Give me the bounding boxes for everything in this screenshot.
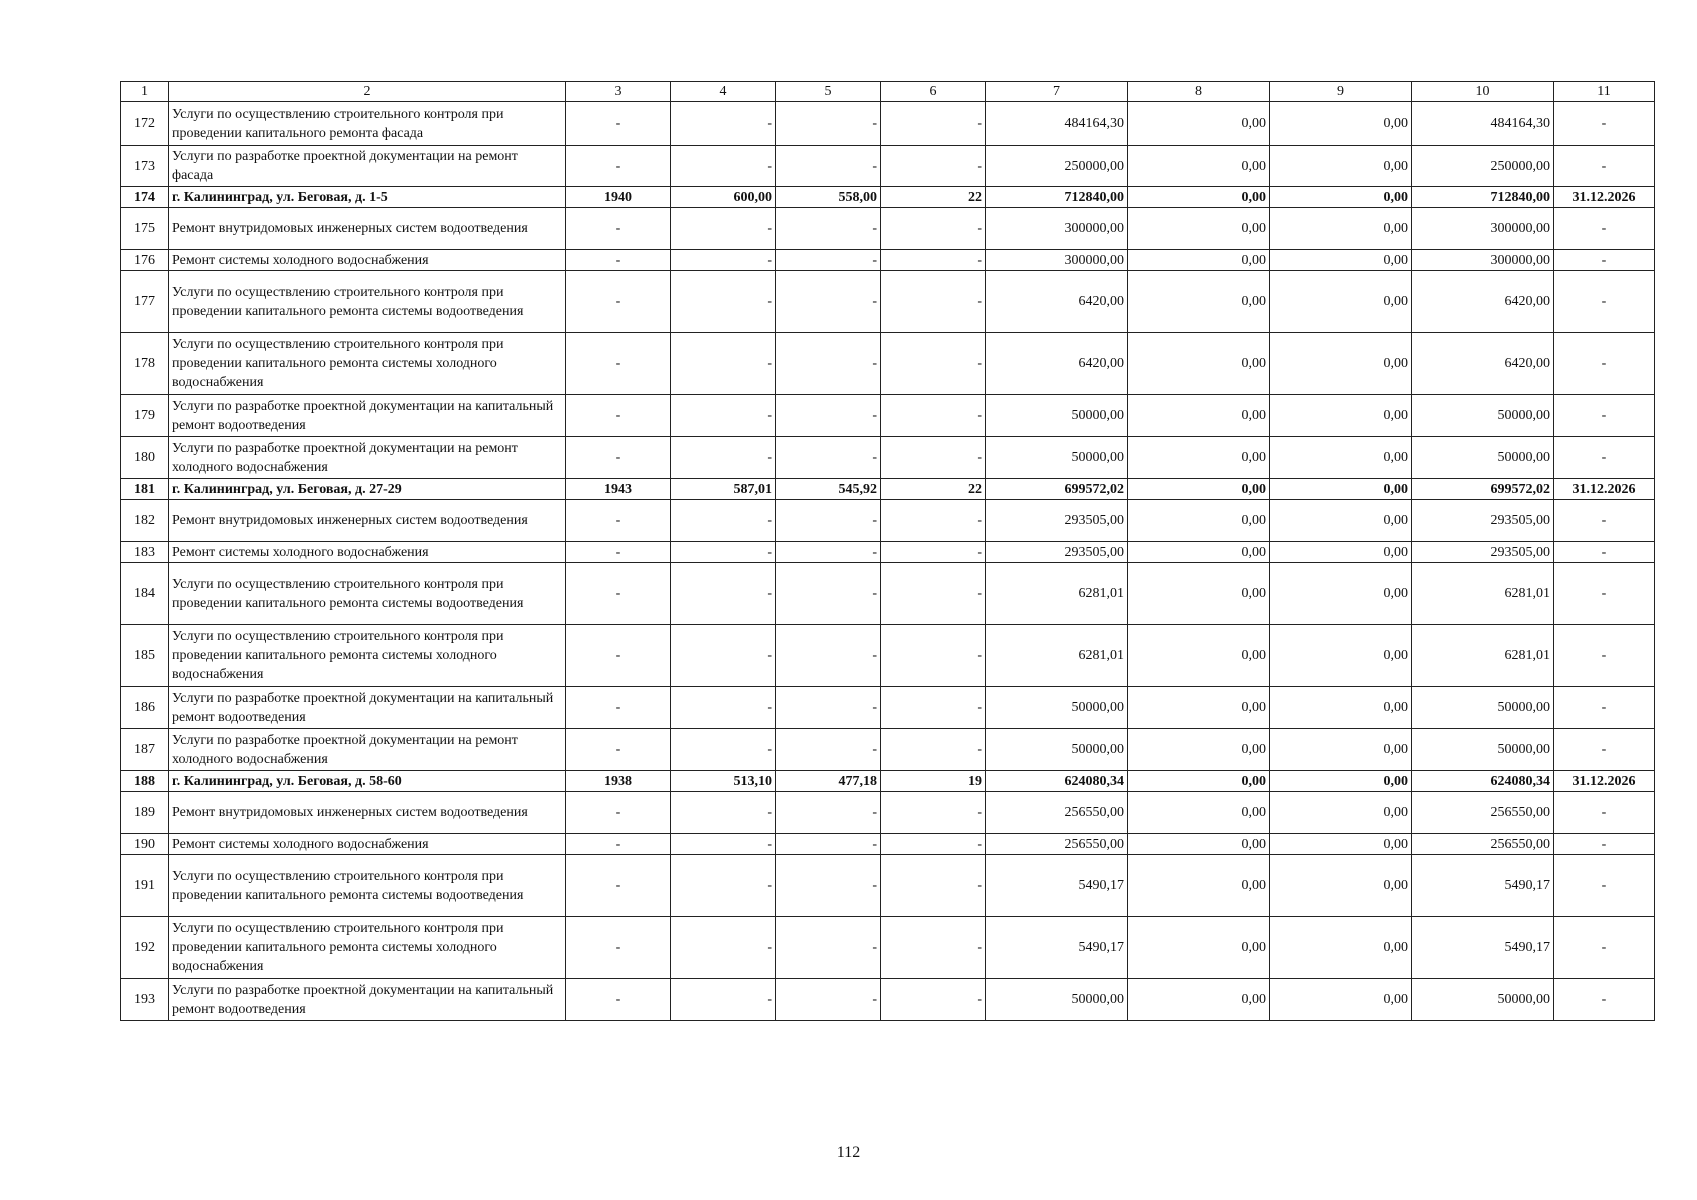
work-item-row [121,271,1655,333]
completion-date: - [1554,542,1655,563]
completion-date: - [1554,102,1655,146]
cost-col-10: 6420,00 [1412,271,1554,333]
cost-col-8: 0,00 [1128,834,1270,855]
total-area: - [671,437,776,479]
cost-col-9: 0,00 [1270,187,1412,208]
cost-col-10: 699572,02 [1412,479,1554,500]
row-number: 183 [121,542,169,563]
living-area: - [776,687,881,729]
row-number: 191 [121,855,169,917]
column-header: 11 [1554,82,1655,102]
completion-date: - [1554,146,1655,187]
residents-count: - [881,729,986,771]
row-number: 176 [121,250,169,271]
column-header: 1 [121,82,169,102]
total-area: - [671,625,776,687]
cost-col-10: 712840,00 [1412,187,1554,208]
table-body [121,82,1655,1021]
build-year: - [566,500,671,542]
repair-schedule-table [120,81,1655,1021]
total-cost: 50000,00 [986,729,1128,771]
build-year: 1938 [566,771,671,792]
total-cost: 6281,01 [986,625,1128,687]
completion-date: - [1554,855,1655,917]
cost-col-9: 0,00 [1270,771,1412,792]
row-number: 190 [121,834,169,855]
cost-col-10: 50000,00 [1412,979,1554,1021]
residents-count: - [881,500,986,542]
cost-col-9: 0,00 [1270,395,1412,437]
address-row [121,187,1655,208]
total-cost: 699572,02 [986,479,1128,500]
work-description: Услуги по осуществлению строительного контроля при проведении капитального ремонта фасада [169,102,566,146]
cost-col-9: 0,00 [1270,208,1412,250]
total-area: - [671,208,776,250]
build-year: - [566,729,671,771]
completion-date: - [1554,395,1655,437]
row-number: 180 [121,437,169,479]
row-number: 192 [121,917,169,979]
cost-col-10: 6281,01 [1412,625,1554,687]
cost-col-9: 0,00 [1270,250,1412,271]
living-area: 558,00 [776,187,881,208]
build-year: - [566,271,671,333]
residents-count: - [881,542,986,563]
row-number: 178 [121,333,169,395]
residents-count: 19 [881,771,986,792]
cost-col-9: 0,00 [1270,271,1412,333]
cost-col-8: 0,00 [1128,563,1270,625]
row-number: 181 [121,479,169,500]
row-number: 187 [121,729,169,771]
row-number: 179 [121,395,169,437]
column-number-header-row [121,82,1655,102]
living-area: - [776,855,881,917]
living-area: - [776,250,881,271]
work-item-row [121,625,1655,687]
column-header: 5 [776,82,881,102]
work-item-row [121,563,1655,625]
cost-col-9: 0,00 [1270,500,1412,542]
cost-col-9: 0,00 [1270,146,1412,187]
residents-count: - [881,563,986,625]
residents-count: - [881,395,986,437]
column-header: 7 [986,82,1128,102]
work-description: Услуги по разработке проектной документации на ремонт холодного водоснабжения [169,729,566,771]
completion-date: 31.12.2026 [1554,479,1655,500]
cost-col-9: 0,00 [1270,687,1412,729]
cost-col-8: 0,00 [1128,187,1270,208]
build-year: 1943 [566,479,671,500]
residents-count: - [881,437,986,479]
cost-col-10: 250000,00 [1412,146,1554,187]
total-cost: 50000,00 [986,687,1128,729]
residents-count: 22 [881,479,986,500]
total-cost: 5490,17 [986,917,1128,979]
column-header: 4 [671,82,776,102]
work-description: Ремонт системы холодного водоснабжения [169,250,566,271]
residents-count: - [881,333,986,395]
work-description: Услуги по разработке проектной документации на капитальный ремонт водоотведения [169,687,566,729]
cost-col-9: 0,00 [1270,855,1412,917]
row-number: 188 [121,771,169,792]
column-header: 9 [1270,82,1412,102]
total-area: 587,01 [671,479,776,500]
living-area: - [776,333,881,395]
cost-col-8: 0,00 [1128,271,1270,333]
living-area: - [776,395,881,437]
cost-col-8: 0,00 [1128,729,1270,771]
living-area: - [776,792,881,834]
cost-col-9: 0,00 [1270,979,1412,1021]
total-area: - [671,542,776,563]
total-cost: 712840,00 [986,187,1128,208]
row-number: 193 [121,979,169,1021]
total-area: - [671,500,776,542]
total-cost: 6420,00 [986,271,1128,333]
cost-col-10: 5490,17 [1412,855,1554,917]
cost-col-9: 0,00 [1270,917,1412,979]
total-area: - [671,687,776,729]
work-item-row [121,208,1655,250]
work-item-row [121,146,1655,187]
completion-date: - [1554,979,1655,1021]
cost-col-9: 0,00 [1270,834,1412,855]
cost-col-10: 6420,00 [1412,333,1554,395]
residents-count: 22 [881,187,986,208]
cost-col-10: 484164,30 [1412,102,1554,146]
cost-col-10: 624080,34 [1412,771,1554,792]
residents-count: - [881,917,986,979]
total-cost: 300000,00 [986,250,1128,271]
living-area: - [776,979,881,1021]
completion-date: - [1554,271,1655,333]
cost-col-8: 0,00 [1128,437,1270,479]
cost-col-8: 0,00 [1128,250,1270,271]
address-row [121,771,1655,792]
work-item-row [121,542,1655,563]
total-area: - [671,979,776,1021]
cost-col-10: 300000,00 [1412,250,1554,271]
row-number: 174 [121,187,169,208]
cost-col-8: 0,00 [1128,102,1270,146]
cost-col-8: 0,00 [1128,771,1270,792]
build-year: - [566,395,671,437]
build-year: - [566,625,671,687]
living-area: - [776,146,881,187]
work-description: г. Калининград, ул. Беговая, д. 27-29 [169,479,566,500]
work-description: г. Калининград, ул. Беговая, д. 58-60 [169,771,566,792]
total-cost: 293505,00 [986,542,1128,563]
living-area: - [776,437,881,479]
completion-date: - [1554,834,1655,855]
total-cost: 484164,30 [986,102,1128,146]
column-header: 2 [169,82,566,102]
total-cost: 256550,00 [986,834,1128,855]
total-cost: 256550,00 [986,792,1128,834]
completion-date: 31.12.2026 [1554,771,1655,792]
total-area: - [671,146,776,187]
work-item-row [121,250,1655,271]
cost-col-9: 0,00 [1270,792,1412,834]
total-area: - [671,395,776,437]
build-year: 1940 [566,187,671,208]
build-year: - [566,792,671,834]
living-area: - [776,729,881,771]
total-area: - [671,729,776,771]
work-description: Услуги по осуществлению строительного контроля при проведении капитального ремонта системы водоотведения [169,563,566,625]
work-description: Услуги по осуществлению строительного контроля при проведении капитального ремонта системы холодного водоснабжения [169,625,566,687]
living-area: - [776,563,881,625]
residents-count: - [881,102,986,146]
row-number: 175 [121,208,169,250]
work-description: Услуги по осуществлению строительного контроля при проведении капитального ремонта системы водоотведения [169,855,566,917]
work-description: Услуги по разработке проектной документации на капитальный ремонт водоотведения [169,979,566,1021]
completion-date: - [1554,500,1655,542]
completion-date: - [1554,333,1655,395]
row-number: 185 [121,625,169,687]
cost-col-10: 293505,00 [1412,542,1554,563]
build-year: - [566,542,671,563]
cost-col-9: 0,00 [1270,333,1412,395]
living-area: 545,92 [776,479,881,500]
living-area: - [776,500,881,542]
cost-col-10: 256550,00 [1412,834,1554,855]
build-year: - [566,855,671,917]
cost-col-8: 0,00 [1128,208,1270,250]
work-description: Услуги по осуществлению строительного контроля при проведении капитального ремонта системы водоотведения [169,271,566,333]
work-item-row [121,917,1655,979]
total-cost: 250000,00 [986,146,1128,187]
completion-date: - [1554,563,1655,625]
cost-col-9: 0,00 [1270,102,1412,146]
work-item-row [121,687,1655,729]
completion-date: - [1554,625,1655,687]
total-cost: 6281,01 [986,563,1128,625]
row-number: 189 [121,792,169,834]
total-cost: 50000,00 [986,395,1128,437]
cost-col-8: 0,00 [1128,625,1270,687]
total-area: 513,10 [671,771,776,792]
cost-col-8: 0,00 [1128,479,1270,500]
residents-count: - [881,625,986,687]
total-cost: 300000,00 [986,208,1128,250]
cost-col-10: 50000,00 [1412,687,1554,729]
row-number: 172 [121,102,169,146]
cost-col-10: 50000,00 [1412,395,1554,437]
completion-date: - [1554,687,1655,729]
cost-col-10: 293505,00 [1412,500,1554,542]
living-area: - [776,625,881,687]
residents-count: - [881,979,986,1021]
work-item-row [121,834,1655,855]
cost-col-9: 0,00 [1270,729,1412,771]
total-area: - [671,333,776,395]
work-description: Услуги по осуществлению строительного контроля при проведении капитального ремонта системы холодного водоснабжения [169,333,566,395]
cost-col-9: 0,00 [1270,479,1412,500]
build-year: - [566,333,671,395]
work-item-row [121,333,1655,395]
work-description: Ремонт внутридомовых инженерных систем водоотведения [169,792,566,834]
cost-col-9: 0,00 [1270,625,1412,687]
cost-col-10: 256550,00 [1412,792,1554,834]
work-item-row [121,729,1655,771]
completion-date: 31.12.2026 [1554,187,1655,208]
row-number: 186 [121,687,169,729]
total-area: - [671,271,776,333]
work-description: Услуги по осуществлению строительного контроля при проведении капитального ремонта системы холодного водоснабжения [169,917,566,979]
work-item-row [121,500,1655,542]
column-header: 10 [1412,82,1554,102]
total-area: - [671,102,776,146]
cost-col-10: 5490,17 [1412,917,1554,979]
residents-count: - [881,792,986,834]
column-header: 8 [1128,82,1270,102]
work-item-row [121,395,1655,437]
build-year: - [566,102,671,146]
total-area: 600,00 [671,187,776,208]
column-header: 6 [881,82,986,102]
total-cost: 6420,00 [986,333,1128,395]
cost-col-9: 0,00 [1270,563,1412,625]
cost-col-10: 300000,00 [1412,208,1554,250]
cost-col-8: 0,00 [1128,855,1270,917]
cost-col-8: 0,00 [1128,500,1270,542]
column-header: 3 [566,82,671,102]
work-description: Услуги по разработке проектной документации на капитальный ремонт водоотведения [169,395,566,437]
work-item-row [121,792,1655,834]
living-area: - [776,834,881,855]
total-cost: 50000,00 [986,979,1128,1021]
cost-col-8: 0,00 [1128,917,1270,979]
build-year: - [566,834,671,855]
work-description: г. Калининград, ул. Беговая, д. 1-5 [169,187,566,208]
build-year: - [566,437,671,479]
cost-col-10: 50000,00 [1412,729,1554,771]
residents-count: - [881,687,986,729]
completion-date: - [1554,917,1655,979]
living-area: - [776,102,881,146]
cost-col-8: 0,00 [1128,542,1270,563]
completion-date: - [1554,208,1655,250]
total-area: - [671,792,776,834]
work-description: Ремонт системы холодного водоснабжения [169,542,566,563]
cost-col-8: 0,00 [1128,146,1270,187]
cost-col-8: 0,00 [1128,792,1270,834]
row-number: 182 [121,500,169,542]
work-description: Ремонт внутридомовых инженерных систем водоотведения [169,500,566,542]
address-row [121,479,1655,500]
residents-count: - [881,271,986,333]
completion-date: - [1554,729,1655,771]
work-description: Ремонт системы холодного водоснабжения [169,834,566,855]
build-year: - [566,687,671,729]
build-year: - [566,917,671,979]
total-area: - [671,250,776,271]
work-item-row [121,437,1655,479]
cost-col-8: 0,00 [1128,687,1270,729]
build-year: - [566,250,671,271]
living-area: - [776,271,881,333]
total-area: - [671,834,776,855]
residents-count: - [881,855,986,917]
completion-date: - [1554,437,1655,479]
row-number: 184 [121,563,169,625]
cost-col-10: 50000,00 [1412,437,1554,479]
build-year: - [566,208,671,250]
work-item-row [121,102,1655,146]
cost-col-9: 0,00 [1270,542,1412,563]
residents-count: - [881,834,986,855]
work-description: Услуги по разработке проектной документации на ремонт фасада [169,146,566,187]
build-year: - [566,979,671,1021]
total-cost: 293505,00 [986,500,1128,542]
cost-col-9: 0,00 [1270,437,1412,479]
total-area: - [671,563,776,625]
residents-count: - [881,208,986,250]
total-cost: 50000,00 [986,437,1128,479]
work-item-row [121,855,1655,917]
total-area: - [671,855,776,917]
residents-count: - [881,250,986,271]
residents-count: - [881,146,986,187]
total-cost: 624080,34 [986,771,1128,792]
build-year: - [566,563,671,625]
completion-date: - [1554,250,1655,271]
cost-col-8: 0,00 [1128,979,1270,1021]
cost-col-8: 0,00 [1128,395,1270,437]
cost-col-10: 6281,01 [1412,563,1554,625]
living-area: - [776,542,881,563]
total-area: - [671,917,776,979]
row-number: 173 [121,146,169,187]
build-year: - [566,146,671,187]
total-cost: 5490,17 [986,855,1128,917]
living-area: - [776,917,881,979]
completion-date: - [1554,792,1655,834]
page-number: 112 [836,1144,861,1161]
living-area: - [776,208,881,250]
work-item-row [121,979,1655,1021]
living-area: 477,18 [776,771,881,792]
row-number: 177 [121,271,169,333]
work-description: Ремонт внутридомовых инженерных систем водоотведения [169,208,566,250]
cost-col-8: 0,00 [1128,333,1270,395]
work-description: Услуги по разработке проектной документации на ремонт холодного водоснабжения [169,437,566,479]
